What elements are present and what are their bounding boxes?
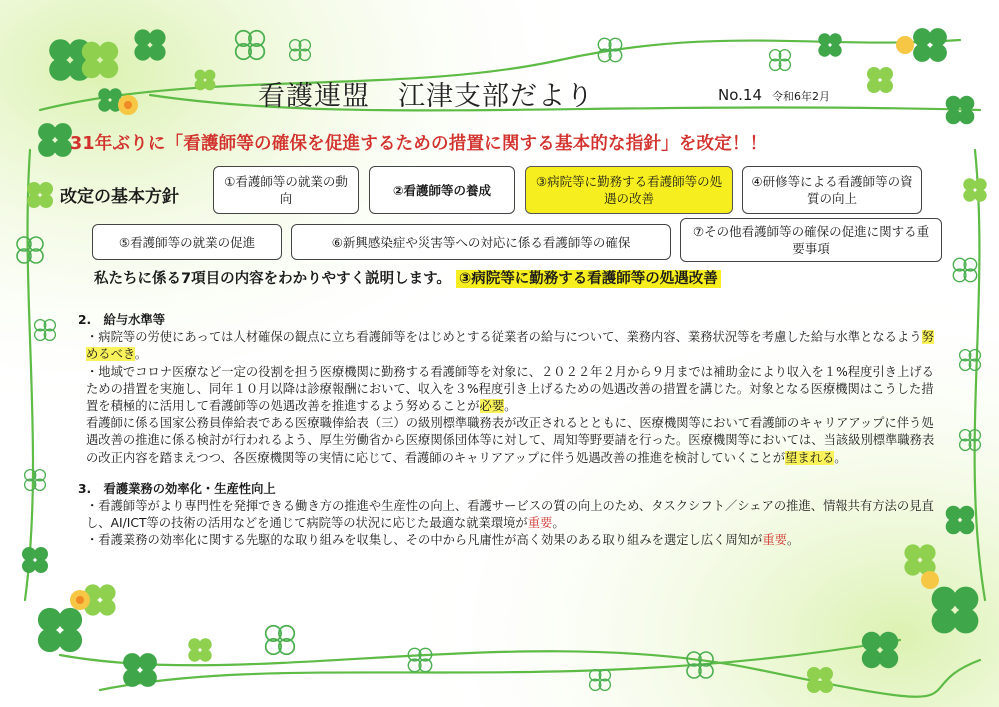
policy-box-4 xyxy=(742,166,922,214)
policy-box-3 xyxy=(525,166,733,214)
paragraph-text: 。 xyxy=(134,347,148,362)
paragraph-text: 。 xyxy=(552,516,565,531)
section-3-paragraph-2 xyxy=(86,532,940,549)
emphasis-red: 重要 xyxy=(762,533,787,548)
section-3-paragraph-1 xyxy=(86,498,940,532)
emphasis-highlight: 望まれる xyxy=(785,450,835,465)
emphasis-red: 重要 xyxy=(527,516,553,531)
policy-box-5 xyxy=(92,224,282,260)
policy-box-label: ②看護師等の養成 xyxy=(392,182,492,198)
section-3-title: 3. 看護業務の効率化・生産性向上 xyxy=(78,481,276,496)
paragraph-text: ・看護業務の効率化に関する先駆的な取り組みを収集し、その中から凡庸性が高く効果のある取り組みを選定し広く周知が xyxy=(86,533,763,548)
section-2-paragraph-2 xyxy=(86,364,940,416)
policy-box-label: ④研修等による看護師等の資質の向上 xyxy=(751,174,913,206)
paragraph-text: 看護師に係る国家公務員俸給表である医療職俸給表（三）の級別標準職務表が改正されるとともに、医療機関等において看護師のキャリアアップに伴う処遇改善の推進に係る検討が行われるよう、厚生労働省から医療関係団体等に対して、周知等野要請を行った。医療機関等においては、当該級別標準職務表の改正内容を踏まえつつ、各医療機関等の実情に応じて、看護師のキャリアアップに伴う処遇改善の推進を検討していくことが xyxy=(86,416,935,465)
paragraph-text: ・病院等の労使にあっては人材確保の観点に立ち看護師等をはじめとする従業者の給与について、業務内容、業務状況等を考慮した給与水準となるよう xyxy=(86,330,922,345)
paragraph-text: ・看護師等がより専門性を発揮できる働き方の推進や生産性の向上、看護サービスの質の向上のため、タスクシフト／シェアの推進、情報共有方法の見直し、AI/ICT等の技術の活用などを通じて病院等の状況に応じた最適な就業環境が xyxy=(86,499,934,531)
paragraph-text: ・地域でコロナ医療など一定の役割を担う医療機関に勤務する看護師等を対象に、２０２２年２月から９月までは補助金により収入を１%程度引き上げるための措置を実施し、同年１０月以降は診療報酬において、収入を３%程度引き上げるための処遇改善の措置を講じた。対象となる医療機関はこうした措置を積極的に活用して看護師等の処遇改善を推進するよう努めることが xyxy=(86,364,934,414)
subtitle-highlight: ③病院等に勤務する看護師等の処遇改善 xyxy=(456,270,721,288)
section-2-paragraph-3 xyxy=(86,415,940,467)
article-body xyxy=(60,312,940,550)
section-2-paragraph-1 xyxy=(86,329,940,363)
policy-box-1 xyxy=(213,166,359,214)
paragraph-text: 。 xyxy=(834,450,847,465)
policy-box-label: ①看護師等の就業の動向 xyxy=(224,174,348,206)
newsletter-title: 看護連盟 江津支部だより xyxy=(258,81,594,112)
policy-box-label: ③病院等に勤務する看護師等の処遇の改善 xyxy=(535,174,723,206)
paragraph-text: 。 xyxy=(504,399,517,414)
policy-box-label: ⑤看護師等の就業の促進 xyxy=(118,234,256,250)
emphasis-highlight: 努めるべき xyxy=(86,330,934,362)
issue-number: No.14 xyxy=(718,86,762,104)
policy-box-label: ⑦その他看護師等の確保の促進に関する重要事項 xyxy=(692,224,930,256)
policy-label: 改定の基本方針 xyxy=(60,187,179,207)
policy-box-label: ⑥新興感染症や災害等への対応に係る看護師等の確保 xyxy=(331,234,631,250)
subtitle xyxy=(94,267,721,288)
emphasis-highlight: 必要 xyxy=(479,399,505,414)
subtitle-text: 私たちに係る7項目の内容をわかりやすく説明します。 xyxy=(94,271,451,287)
section-2-title: 2. 給与水準等 xyxy=(78,313,166,327)
issue-info xyxy=(718,86,830,104)
paragraph-text: 。 xyxy=(786,533,800,548)
issue-date: 令和6年2月 xyxy=(772,90,830,103)
policy-box-7 xyxy=(680,218,942,262)
headline: 31年ぶりに「看護師等の確保を促進するための措置に関する基本的な指針」を改定！！ xyxy=(70,134,768,154)
policy-box-6 xyxy=(291,224,671,260)
policy-box-2 xyxy=(369,166,515,214)
